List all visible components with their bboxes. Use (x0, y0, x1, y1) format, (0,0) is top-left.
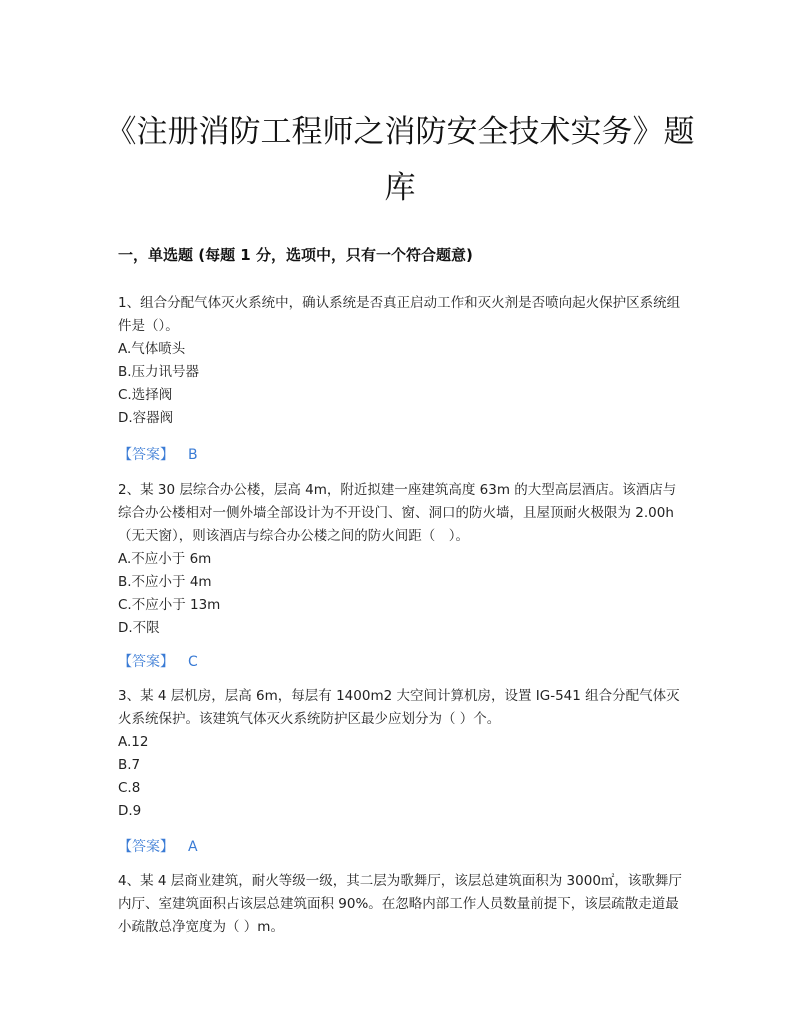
question-2 (118, 479, 683, 640)
option-a: A.气体喷头 (118, 341, 186, 357)
answer-label: 【答案】 (118, 447, 174, 463)
question-text: 4、某 4 层商业建筑，耐火等级一级，其二层为歌舞厅，该层总建筑面积为 3000㎡，该歌舞厅内厅、室建筑面积占该层总建筑面积 90%。在忽略内部工作人员数量前提下，该层疏散走道最小疏散总净宽度为（ ）m。 (118, 873, 682, 935)
option-d: D.不限 (118, 620, 160, 636)
document-title: 《注册消防工程师之消防安全技术实务》题库 (105, 114, 695, 206)
option-a: A.12 (118, 734, 149, 750)
option-c: C.8 (118, 780, 141, 796)
option-b: B.不应小于 4m (118, 574, 212, 590)
question-text: 1、组合分配气体灭火系统中，确认系统是否真正启动工作和灭火剂是否喷向起火保护区系统组件是（）。 (118, 295, 681, 334)
answer-label: 【答案】 (118, 839, 174, 855)
answer-1 (118, 444, 198, 464)
question-text: 3、某 4 层机房，层高 6m，每层有 1400m2 大空间计算机房，设置 IG-541 组合分配气体灭火系统保护。该建筑气体灭火系统防护区最少应划分为（ ）个。 (118, 688, 680, 727)
question-text: 2、某 30 层综合办公楼，层高 4m，附近拟建一座建筑高度 63m 的大型高层酒店。该酒店与综合办公楼相对一侧外墙全部设计为不开设门、窗、洞口的防火墙，且屋顶耐火极限为 2.00h（无天窗），则该酒店与综合办公楼之间的防火间距（ ）。 (118, 482, 677, 544)
option-d: D.容器阀 (118, 410, 174, 426)
section-heading: 一，单选题 (每题 1 分，选项中，只有一个符合题意) (118, 246, 473, 264)
question-4 (118, 870, 683, 939)
answer-3 (118, 836, 198, 856)
answer-value: C (188, 654, 198, 670)
option-b: B.7 (118, 757, 141, 773)
option-d: D.9 (118, 803, 142, 819)
answer-2 (118, 651, 198, 671)
answer-label: 【答案】 (118, 654, 174, 670)
answer-value: B (188, 447, 198, 463)
answer-value: A (188, 839, 198, 855)
question-1 (118, 292, 683, 430)
option-b: B.压力讯号器 (118, 364, 200, 380)
option-c: C.选择阀 (118, 387, 173, 403)
option-c: C.不应小于 13m (118, 597, 221, 613)
option-a: A.不应小于 6m (118, 551, 212, 567)
question-3 (118, 685, 683, 823)
